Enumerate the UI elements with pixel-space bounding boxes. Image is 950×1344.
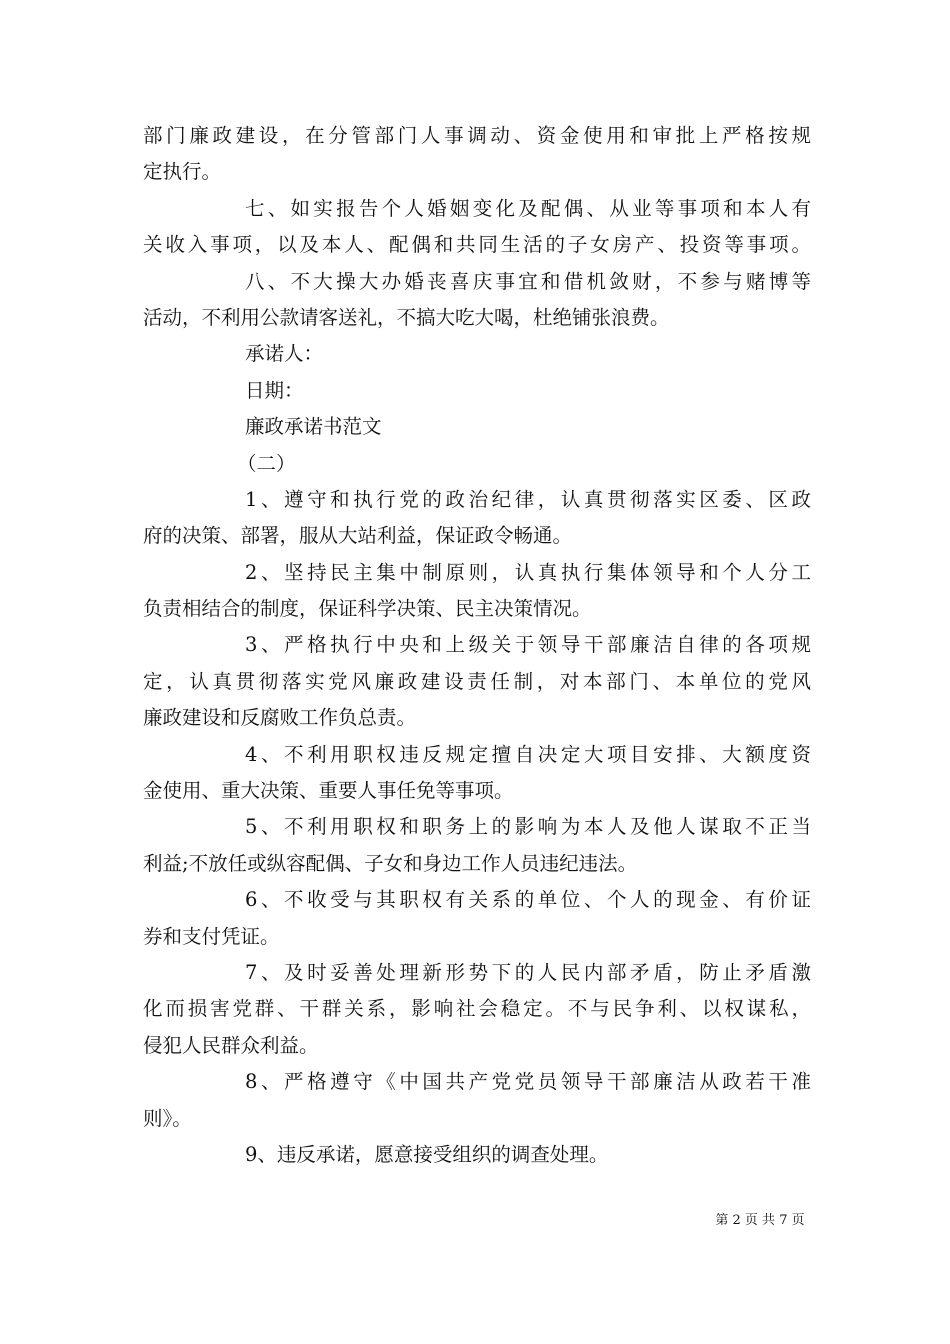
text-line: 8、严格遵守《中国共产党党员领导干部廉洁从政若干准 [245,1070,811,1094]
text-line: 活动，不利用公款请客送礼，不搞大吃大喝，杜绝铺张浪费。 [143,305,670,329]
page-number: 第 2 页 共 7 页 [715,1213,805,1228]
text-line: 八、不大操大办婚丧喜庆事宜和借机敛财，不参与赌博等 [245,269,811,293]
text-line: 七、如实报告个人婚姻变化及配偶、从业等事项和本人有 [245,196,811,220]
text-line: 承诺人： [245,342,324,366]
document-body [143,118,811,1173]
text-line: 2、坚持民主集中制原则，认真执行集体领导和个人分工 [245,560,811,584]
text-line: 定执行。 [143,160,222,184]
text-line: 5、不利用职权和职务上的影响为本人及他人谋取不正当 [245,815,811,839]
text-line: 负责相结合的制度，保证科学决策、民主决策情况。 [143,597,592,621]
text-line: 定，认真贯彻落实党风廉政建设责任制，对本部门、本单位的党风 [143,669,811,693]
text-line: 6、不收受与其职权有关系的单位、个人的现金、有价证 [245,888,811,912]
text-line: 则》。 [143,1106,192,1130]
text-line: 利益;不放任或纵容配偶、子女和身边工作人员违纪违法。 [143,851,638,875]
text-line: 金使用、重大决策、重要人事任免等事项。 [143,779,514,803]
text-line: 日期： [245,378,304,402]
text-line: （二） [237,451,296,475]
text-line: 侵犯人民群众利益。 [143,1033,319,1057]
text-line: 府的决策、部署，服从大站利益，保证政令畅通。 [143,524,573,548]
text-line: 1、遵守和执行党的政治纪律，认真贯彻落实区委、区政 [245,487,811,511]
text-line: 7、及时妥善处理新形势下的人民内部矛盾，防止矛盾激 [245,960,811,984]
text-line: 部门廉政建设，在分管部门人事调动、资金使用和审批上严格按规 [143,124,811,147]
text-line: 关收入事项，以及本人、配偶和共同生活的子女房产、投资等事项。 [143,233,811,257]
text-line: 化而损害党群、干群关系，影响社会稳定。不与民争利、以权谋私， [143,997,811,1021]
text-line: 廉政建设和反腐败工作负总责。 [143,706,417,730]
text-line: 3、严格执行中央和上级关于领导干部廉洁自律的各项规 [245,633,811,657]
text-line: 4、不利用职权违反规定擅自决定大项目安排、大额度资 [245,742,811,766]
text-line: 廉政承诺书范文 [245,415,382,439]
text-line: 9、违反承诺，愿意接受组织的调查处理。 [245,1142,609,1166]
text-line: 券和支付凭证。 [143,924,280,948]
